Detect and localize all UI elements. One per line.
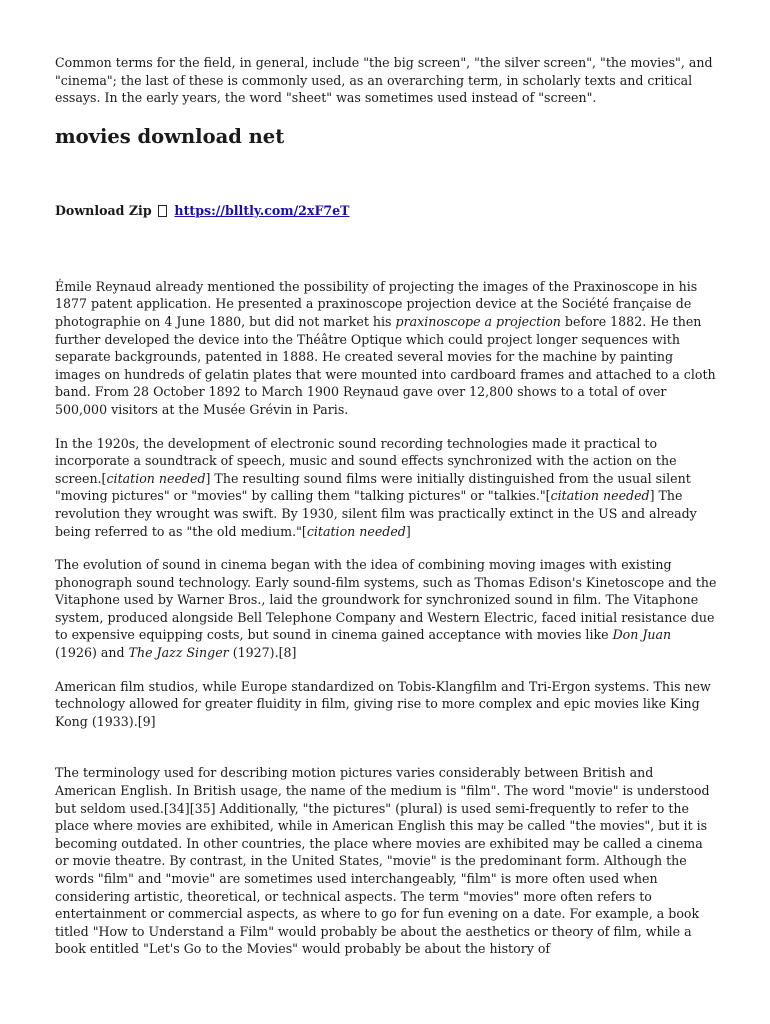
italic-run: citation needed <box>106 470 206 486</box>
intro-paragraph: Common terms for the field, in general, include "the big screen", "the silver screen", "the movies", and "cinema"; the last of these is commonly used, as an overarching term, in scholarly texts and critical essays. In the early years, the word "sheet" was sometimes used instead of "screen". <box>55 55 713 106</box>
download-link[interactable]: https://blltly.com/2xF7eT <box>174 202 350 218</box>
paragraph-sound-1920s <box>55 435 717 541</box>
paragraph-reynaud <box>55 278 717 419</box>
italic-run: praxinoscope a projection <box>395 313 561 329</box>
download-label: Download Zip <box>55 202 152 218</box>
italic-run: The Jazz Singer <box>128 645 229 661</box>
paragraph-sound-evolution <box>55 556 717 662</box>
text-run: before 1882. He then further developed the device into the Théâtre Optique which could project longer sequences with separate backgrounds, patented in 1888. He created several movies for the machine by painting images on hundreds of gelatin plates that were mounted into cardboard frames and attached to a cloth band. From 28 October 1892 to March 1900 Reynaud gave over 12,800 shows to a total of over 500,000 visitors at the Musée Grévin in Paris. <box>55 313 716 417</box>
italic-run: citation needed <box>306 523 406 539</box>
paragraph-terminology: The terminology used for describing motion pictures varies considerably between British and American English. In British usage, the name of the medium is "film". The word "movie" is understood but seldom used.[34][35] Additionally, "the pictures" (plural) is used semi-frequently to refer to the place where movies are exhibited, while in American English this may be called "the movies", but it is becoming outdated. In other countries, the place where movies are exhibited may be called a cinema or movie theatre. By contrast, in the United States, "movie" is the predominant form. Although the words "film" and "movie" are sometimes used interchangeably, "film" is more often used when considering artistic, theoretical, or technical aspects. The term "movies" more often refers to entertainment or commercial aspects, as where to go for fun evening on a date. For example, a book titled "How to Understand a Film" would probably be about the aesthetics or theory of film, while a book entitled "Let's Go to the Movies" would probably be about the history of <box>55 765 710 957</box>
italic-run: citation needed <box>550 488 650 504</box>
text-run: In the 1920s, the development of electronic sound recording technologies made it practical to incorporate a soundtrack of speech, music and sound effects synchronized with the action on the screen.[ <box>55 435 677 486</box>
document-body <box>55 54 717 958</box>
missing-glyph-icon <box>158 205 167 217</box>
page-title: movies download net <box>55 124 285 148</box>
italic-run: Don Juan <box>612 627 672 643</box>
text-run: ] <box>405 523 411 539</box>
text-run: The evolution of sound in cinema began with the idea of combining moving images with existing phonograph sound technology. Early sound-film systems, such as Thomas Edison's Kinetoscope and the Vitaphone used by Warner Bros., laid the groundwork for synchronized sound in film. The Vitaphone system, produced alongside Bell Telephone Company and Western Electric, faced initial resistance due to expensive equipping costs, but sound in cinema gained acceptance with movies like <box>55 557 717 643</box>
text-run: (1926) and <box>55 645 129 661</box>
download-line <box>55 202 717 219</box>
text-run: Émile Reynaud already mentioned the possibility of projecting the images of the Praxinoscope in his 1877 patent application. He presented a praxinoscope projection device at the Société française de photographie on 4 June 1880, but did not market his <box>55 278 698 329</box>
text-run: ] The revolution they wrought was swift. By 1930, silent film was practically extinct in the US and already being referred to as "the old medium."[ <box>55 488 697 539</box>
text-run: (1927).[8] <box>228 645 297 661</box>
text-run: ] The resulting sound films were initially distinguished from the usual silent "moving pictures" or "movies" by calling them "talking pictures" or "talkies."[ <box>55 470 691 504</box>
paragraph-studios: American film studios, while Europe standardized on Tobis-Klangfilm and Tri-Ergon systems. This new technology allowed for greater fluidity in film, giving rise to more complex and epic movies like King Kong (1933).[9] <box>55 678 711 729</box>
